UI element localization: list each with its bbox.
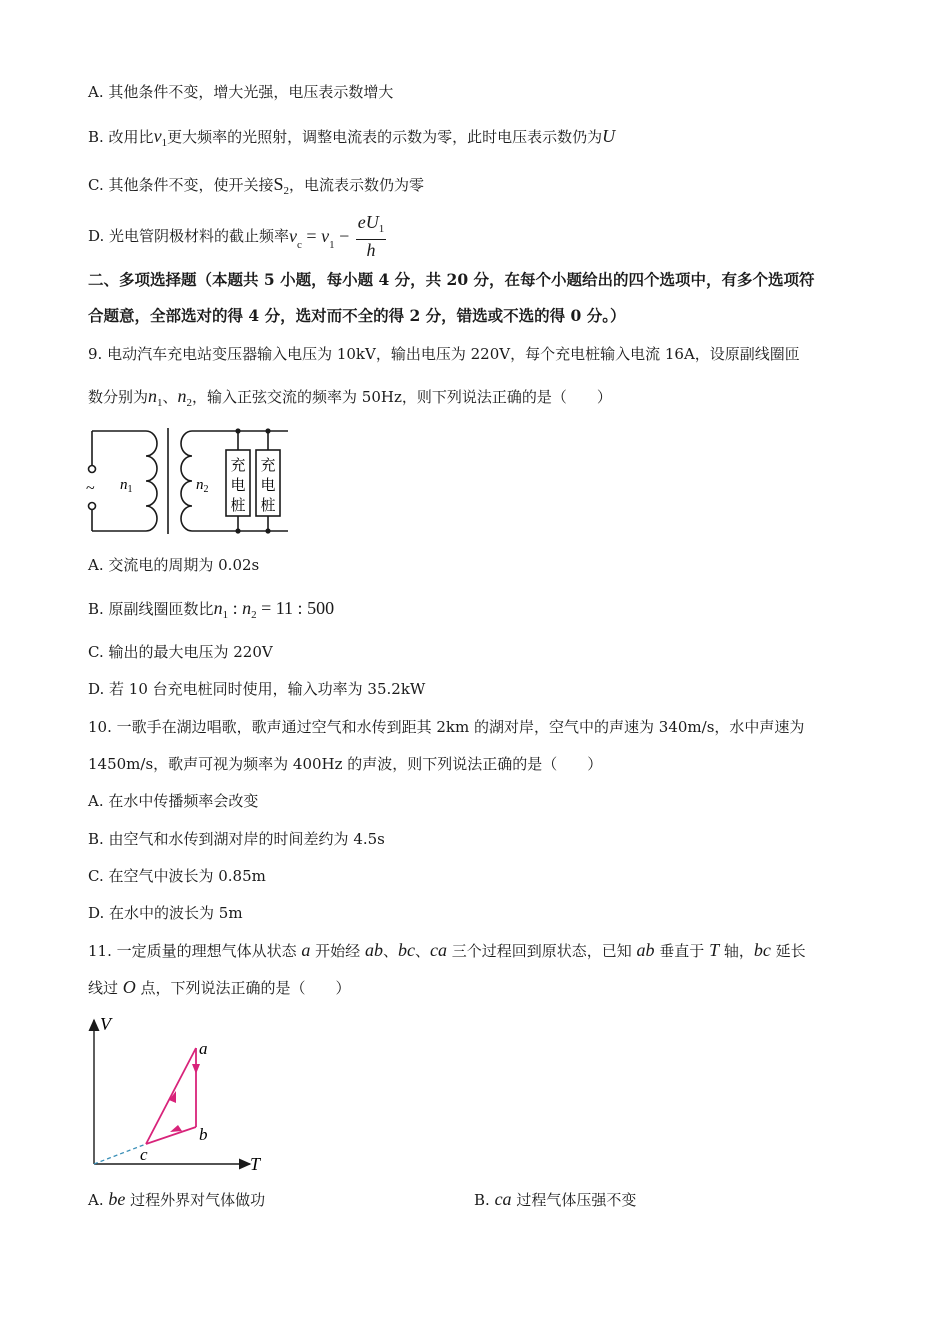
point-a-label: a bbox=[199, 1039, 208, 1058]
charging-pile-1-label bbox=[230, 457, 245, 514]
svg-text:桩: 桩 bbox=[230, 498, 246, 514]
junction-dot bbox=[235, 528, 240, 533]
v-axis-label: V bbox=[100, 1014, 111, 1034]
q10-option-c: C. 在空气中波长为 0.85m bbox=[88, 867, 266, 885]
bc-extension-dashed bbox=[94, 1144, 146, 1164]
svg-text:充: 充 bbox=[260, 458, 276, 474]
q10-stem-line1: 10. 一歌手在湖边唱歌，歌声通过空气和水传到距其 2km 的湖对岸，空气中的声速为 340m/s，水中声速为 bbox=[88, 718, 805, 736]
q11-stem-line2: 线过 O 点，下列说法正确的是（ ） bbox=[88, 977, 351, 997]
fraction-eU-over-h: $\frac{eU_1}{h}$ bbox=[357, 212, 385, 260]
section2-header-line2: 合题意，全部选对的得 4 分，选对而不全的得 2 分，错选或不选的得 0 分。） bbox=[88, 306, 626, 325]
q9-option-d: D. 若 10 台充电桩同时使用，输入功率为 35.2kW bbox=[88, 680, 426, 698]
q11-option-b: B. ca 过程气体压强不变 bbox=[474, 1189, 637, 1209]
q8-option-a: A. 其他条件不变，增大光强，电压表示数增大 bbox=[88, 83, 394, 101]
transformer-diagram bbox=[82, 426, 294, 536]
ac-source-symbol: ~ bbox=[86, 480, 95, 497]
q9-stem-line1: 9. 电动汽车充电站变压器输入电压为 10kV，输出电压为 220V，每个充电桩输入电流 16A，设原副线圈匝 bbox=[88, 345, 800, 363]
svg-text:电: 电 bbox=[230, 478, 246, 494]
v-t-graph bbox=[80, 1012, 270, 1177]
point-b-label: b bbox=[199, 1125, 208, 1144]
q9-option-c: C. 输出的最大电压为 220V bbox=[88, 643, 273, 661]
nu-symbol: ν bbox=[153, 126, 162, 146]
charging-pile-2-label bbox=[260, 457, 275, 514]
q11-stem-line1: 11. 一定质量的理想气体从状态 a 开始经 ab、bc、ca 三个过程回到原状态，已知 ab 垂直于 T 轴，bc 延长 bbox=[88, 940, 806, 960]
point-c-label: c bbox=[140, 1145, 148, 1164]
q10-option-a: A. 在水中传播频率会改变 bbox=[88, 792, 259, 810]
n2-label: $n_2$ bbox=[196, 477, 209, 495]
q10-option-d: D. 在水中的波长为 5m bbox=[88, 904, 243, 922]
q11-option-a: A. be 过程外界对气体做功 bbox=[88, 1189, 266, 1209]
section2-header-line1: 二、多项选择题（本题共 5 小题，每小题 4 分，共 20 分，在每个小题给出的四个选项中，有多个选项符 bbox=[88, 270, 815, 289]
q9-option-a: A. 交流电的周期为 0.02s bbox=[88, 556, 260, 574]
arrow-ab bbox=[192, 1064, 200, 1074]
q8-option-c: C. 其他条件不变，使开关接$S_2$，电流表示数仍为零 bbox=[88, 174, 425, 197]
junction-dot bbox=[235, 428, 240, 433]
t-axis-label: T bbox=[250, 1154, 261, 1174]
q8-option-b: B. 改用比$\nu_1$更大频率的光照射，调整电流表的示数为零，此时电压表示数仍为U bbox=[88, 126, 616, 149]
n1-label: $n_1$ bbox=[120, 477, 133, 495]
q9-stem-line2: 数分别为$n_1$、$n_2$，输入正弦交流的频率为 50Hz，则下列说法正确的是（ ） bbox=[88, 386, 612, 409]
q10-stem-line2: 1450m/s，歌声可视为频率为 400Hz 的声波，则下列说法正确的是（ ） bbox=[88, 755, 603, 773]
q10-option-b: B. 由空气和水传到湖对岸的时间差约为 4.5s bbox=[88, 830, 385, 848]
junction-dot bbox=[265, 428, 270, 433]
arrow-bc bbox=[170, 1125, 182, 1132]
svg-text:电: 电 bbox=[260, 478, 276, 494]
svg-text:桩: 桩 bbox=[260, 498, 276, 514]
junction-dot bbox=[265, 528, 270, 533]
svg-text:充: 充 bbox=[230, 458, 246, 474]
q8-option-d: D. 光电管阴极材料的截止频率$\nu_c = \nu_1$ − $\frac{eU_1}{h}$ bbox=[88, 212, 385, 260]
q9-option-b: B. 原副线圈匝数比$n_1$ : $n_2 = 11$ : 500 bbox=[88, 598, 335, 621]
